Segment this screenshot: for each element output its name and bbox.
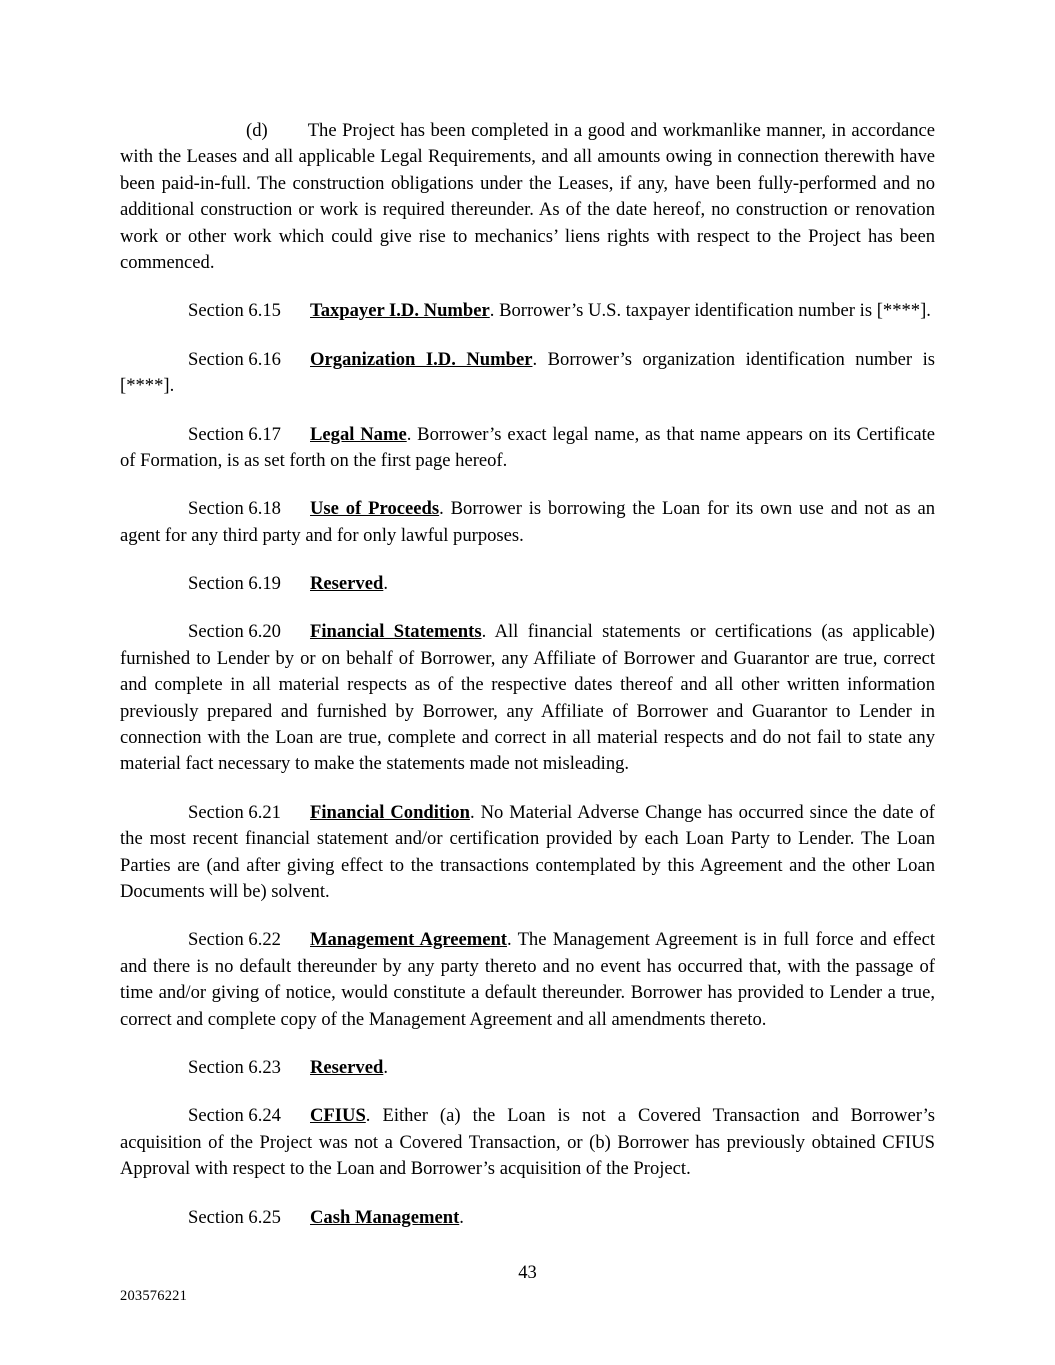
section-text: . [459,1206,464,1228]
paragraph-section-6-16 [120,347,935,400]
section-number: Section 6.24 [188,1105,281,1127]
section-number: Section 6.16 [188,348,281,370]
clause-label: (d) [246,120,268,141]
section-text: . [383,573,388,595]
section-heading: CFIUS [310,1105,366,1127]
section-text: . Borrower’s exact legal name, as that name appears on its Certificate of Formation, is as set forth on the first page hereof. [120,423,935,471]
section-number: Section 6.17 [188,423,281,445]
section-text: . Borrower is borrowing the Loan for its own use and not as an agent for any third party and for only lawful purposes. [120,498,935,546]
section-heading: Taxpayer I.D. Number [310,300,490,322]
paragraph-clause-d [120,118,935,276]
section-number: Section 6.18 [188,498,281,520]
clause-text: The Project has been completed in a good and workmanlike manner, in accordance with the Leases and all applicable Legal Requirements, and all amounts owing in connection therewith have been paid-in-full. The construction obligations under the Leases, if any, have been fully-performed and no additional construction or work is required thereunder. As of the date hereof, no construction or renovation work or other work which could give rise to mechanics’ liens rights with respect to the Project has been commenced. [120,120,935,273]
section-heading: Legal Name [310,423,407,445]
paragraph-section-6-15 [120,298,935,324]
section-number: Section 6.25 [188,1206,281,1228]
section-number: Section 6.15 [188,300,281,322]
section-heading: Reserved [310,573,384,595]
paragraph-section-6-24 [120,1103,935,1182]
paragraph-section-6-19 [120,571,935,597]
section-text: . Borrower’s organization identification number is [****]. [120,348,935,397]
footer-reference: 203576221 [120,1288,188,1304]
section-heading: Use of Proceeds [310,498,440,520]
paragraph-section-6-23 [120,1055,935,1081]
section-heading: Organization I.D. Number [310,348,533,370]
section-number: Section 6.22 [188,929,281,951]
section-number: Section 6.23 [188,1056,281,1078]
paragraph-section-6-21 [120,800,935,906]
section-text: . [383,1056,388,1078]
section-number: Section 6.20 [188,621,281,643]
section-number: Section 6.21 [188,801,281,823]
section-heading: Cash Management [310,1206,460,1228]
section-heading: Management Agreement [310,929,507,951]
paragraph-section-6-25 [120,1205,935,1231]
section-number: Section 6.19 [188,573,281,595]
section-heading: Reserved [310,1056,384,1078]
page-number: 43 [518,1262,537,1283]
section-heading: Financial Condition [310,801,470,823]
section-text: . Either (a) the Loan is not a Covered Transaction and Borrower’s acquisition of the Project was not a Covered Transaction, or (b) Borrower has previously obtained CFIUS Approval with respect to the Loan and Borrower’s acquisition of the Project. [120,1105,935,1180]
section-heading: Financial Statements [310,621,482,643]
document-body [120,118,935,1231]
paragraph-section-6-22 [120,927,935,1033]
section-text: . The Management Agreement is in full force and effect and there is no default thereunder by any party thereto and no event has occurred that, with the passage of time and/or giving of notice, would constitute a default thereunder. Borrower has provided to Lender a true, correct and complete copy of the Management Agreement and all amendments thereto. [120,929,935,1030]
section-text: . All financial statements or certifications (as applicable) furnished to Lender by or on behalf of Borrower, any Affiliate of Borrower and Guarantor are true, correct and complete in all material respects as of the respective dates thereof and all other written information previously prepared and furnished by Borrower, any Affiliate of Borrower and Guarantor to Lender in connection with the Loan are true, complete and correct in all material respects and do not fail to state any material fact necessary to make the statements made not misleading. [120,621,935,775]
paragraph-section-6-18 [120,496,935,549]
section-text: . No Material Adverse Change has occurred since the date of the most recent financial statement and/or certification provided by each Loan Party to Lender. The Loan Parties are (and after giving effect to the transactions contemplated by this Agreement and the other Loan Documents will be) solvent. [120,801,935,902]
section-text: . Borrower’s U.S. taxpayer identification number is [****]. [489,300,931,322]
paragraph-section-6-17 [120,422,935,475]
paragraph-section-6-20 [120,619,935,777]
